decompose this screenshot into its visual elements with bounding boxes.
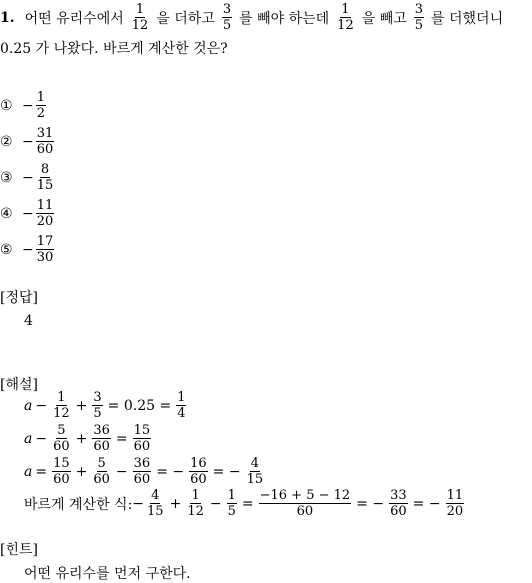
operator: + [169, 495, 182, 512]
explanation-line-4 [24, 488, 466, 519]
fraction: $\frac{1}{12}$ [337, 2, 354, 33]
fraction: $\frac{3}{5}$ [93, 390, 102, 421]
equals: = [35, 463, 48, 480]
fraction: $\frac{4}{15}$ [147, 488, 164, 519]
equals: = 0.25 = [107, 397, 172, 414]
option-fraction: $\frac{8}{15}$ [36, 162, 54, 193]
option-2[interactable] [0, 126, 56, 157]
question-text-3: 를 빼야 하는데 [239, 10, 330, 27]
equals: = [115, 430, 128, 447]
option-4[interactable] [0, 198, 56, 229]
option-1[interactable] [0, 90, 48, 121]
fraction: $\frac{1}{5}$ [227, 488, 236, 519]
option-marker: ⑤ [0, 241, 13, 258]
answer-label: [정답] [0, 290, 38, 306]
option-fraction: $\frac{17}{30}$ [36, 234, 54, 265]
variable-a: a [24, 463, 33, 480]
variable-a: a [24, 430, 33, 447]
minus-sign: − [22, 241, 34, 258]
option-3[interactable] [0, 162, 56, 193]
option-5[interactable] [0, 234, 56, 265]
option-marker: ④ [0, 205, 13, 222]
question-number: 1. [0, 9, 15, 26]
explanation-line-1 [24, 390, 188, 421]
fraction: $\frac{5}{60}$ [53, 423, 70, 454]
option-fraction: $\frac{31}{60}$ [36, 126, 54, 157]
question-text-5: 를 더했더니 [431, 10, 504, 27]
fraction: $\frac{1}{12}$ [53, 390, 70, 421]
fraction: $\frac{15}{60}$ [53, 456, 70, 487]
minus-sign: − [22, 205, 34, 222]
fraction: $\frac{1}{12}$ [131, 2, 149, 33]
operator: − [209, 495, 222, 512]
minus-sign: − [132, 495, 145, 512]
answer-value: 4 [24, 313, 33, 329]
question-line-1 [0, 2, 503, 33]
hint-label: [힌트] [0, 542, 38, 558]
fraction: $\frac{4}{15}$ [246, 456, 264, 487]
question-line-2 [0, 38, 228, 58]
fraction: $\frac{15}{60}$ [133, 423, 151, 454]
fraction: $\frac{5}{60}$ [93, 456, 110, 487]
option-marker: ① [0, 97, 13, 114]
operator: − [35, 397, 48, 414]
minus-sign: − [22, 169, 34, 186]
equals: = − [156, 463, 185, 480]
explanation-label: [해설] [0, 377, 38, 393]
fraction: $\frac{33}{60}$ [390, 488, 407, 519]
explanation-line-3 [24, 456, 266, 487]
fraction: $\frac{36}{60}$ [93, 423, 110, 454]
fraction: $\frac{1}{4}$ [177, 390, 186, 421]
option-fraction: $\frac{1}{2}$ [36, 90, 46, 121]
equals: = − [356, 495, 385, 512]
fraction: $\frac{3}{5}$ [414, 2, 424, 33]
question-text-1: 어떤 유리수에서 [24, 10, 124, 27]
equals: = − [212, 463, 241, 480]
correct-expression-label: 바르게 계산한 식: [24, 496, 133, 513]
fraction: $\frac{1}{12}$ [187, 488, 204, 519]
hint-text: 어떤 유리수를 먼저 구한다. [24, 566, 191, 582]
fraction: $\frac{3}{5}$ [222, 2, 232, 33]
variable-a: a [24, 397, 33, 414]
option-fraction: $\frac{11}{20}$ [36, 198, 54, 229]
operator: − [35, 430, 48, 447]
question-text-4: 을 빼고 [361, 10, 407, 27]
fraction: $\frac{16}{60}$ [190, 456, 207, 487]
question-text-2: 을 더하고 [156, 10, 215, 27]
question-text-6: 0.25 가 나왔다. 바르게 계산한 것은? [0, 41, 228, 57]
fraction: $\frac{11}{20}$ [446, 488, 464, 519]
fraction: $\frac{36}{60}$ [133, 456, 151, 487]
operator: + [75, 430, 88, 447]
equals: = − [412, 495, 441, 512]
option-marker: ② [0, 133, 13, 150]
operator: + [75, 397, 88, 414]
option-marker: ③ [0, 169, 13, 186]
operator: + [75, 463, 88, 480]
minus-sign: − [22, 97, 34, 114]
operator: − [115, 463, 128, 480]
equals: = [241, 495, 254, 512]
explanation-line-2 [24, 423, 153, 454]
fraction: $\frac{-16 + 5 - 12}{60}$ [259, 488, 351, 519]
minus-sign: − [22, 133, 34, 150]
